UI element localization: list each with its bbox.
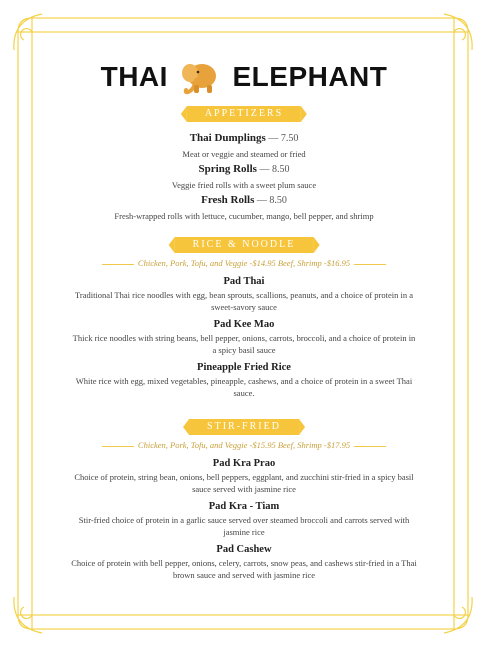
pricing-text: Chicken, Pork, Tofu, and Veggie -$15.95 Beef, Shrimp -$17.95 <box>137 440 351 450</box>
item-description: Meat or veggie and steamed or fried <box>182 149 306 159</box>
menu-item-pad-kra-prao <box>70 458 418 495</box>
item-description: Fresh-wrapped rolls with lettuce, cucumber, mango, bell pepper, and shrimp <box>114 211 374 221</box>
item-price: — 7.50 <box>265 133 299 144</box>
menu-item-pad-thai <box>70 276 418 313</box>
item-name: Pad Kee Mao <box>213 319 275 330</box>
section-banner-rice-noodle: RICE & NOODLE <box>175 237 314 253</box>
logo-word-elephant: ELEPHANT <box>232 61 388 92</box>
divider <box>102 264 134 265</box>
logo-word-thai: THAI <box>100 61 168 92</box>
section-banner-stir-fried: STIR-FRIED <box>189 419 299 435</box>
item-name: Spring Rolls <box>198 163 257 175</box>
menu-item-pad-kra-tiam <box>70 501 418 538</box>
item-name: Pad Thai <box>223 276 265 287</box>
section-pricing-rice-noodle <box>0 258 488 268</box>
menu-item-spring-rolls <box>70 159 418 191</box>
item-name: Fresh Rolls <box>201 194 255 206</box>
item-name: Pad Cashew <box>216 544 272 555</box>
divider <box>354 264 386 265</box>
divider <box>354 446 386 447</box>
item-description: Traditional Thai rice noodles with egg, bean sprouts, scallions, peanuts, and a choice of protein in a sweet-savory sauce <box>74 290 414 312</box>
section-pricing-stir-fried <box>0 440 488 450</box>
menu-item-thai-dumplings <box>70 128 418 160</box>
elephant-icon <box>180 58 220 96</box>
menu-item-pineapple-fried-rice <box>70 362 418 399</box>
item-description: Thick rice noodles with string beans, bell pepper, onions, carrots, broccoli, and a choice of protein in a spicy basil sauce <box>72 333 416 355</box>
pricing-text: Chicken, Pork, Tofu, and Veggie -$14.95 Beef, Shrimp -$16.95 <box>137 258 351 268</box>
restaurant-logo <box>0 58 488 96</box>
menu-item-pad-cashew <box>70 544 418 581</box>
item-price: — 8.50 <box>254 195 287 206</box>
item-description: Stir-fried choice of protein in a garlic sauce served over steamed broccoli and carrots served with jasmine rice <box>78 515 410 537</box>
item-description: Veggie fried rolls with a sweet plum sauce <box>171 180 317 190</box>
divider <box>102 446 134 447</box>
item-name: Pineapple Fried Rice <box>197 362 291 373</box>
item-name: Pad Kra - Tiam <box>208 501 280 512</box>
item-name: Pad Kra Prao <box>212 458 276 469</box>
item-price: — 8.50 <box>256 164 290 175</box>
item-description: White rice with egg, mixed vegetables, pineapple, cashews, and a choice of protein in a sweet Thai sauce. <box>75 376 413 398</box>
item-description: Choice of protein with bell pepper, onions, celery, carrots, snow peas, and cashews stir-fried in a Thai brown sauce and served with jasmine rice <box>71 558 417 580</box>
item-description: Choice of protein, string bean, onions, bell peppers, eggplant, and zucchini stir-fried in a spicy basil sauce served with jasmine rice <box>74 472 414 494</box>
section-banner-appetizers: APPETIZERS <box>187 106 301 122</box>
menu-item-fresh-rolls <box>70 190 418 222</box>
item-name: Thai Dumplings <box>189 132 266 144</box>
menu-item-pad-kee-mao <box>70 319 418 356</box>
